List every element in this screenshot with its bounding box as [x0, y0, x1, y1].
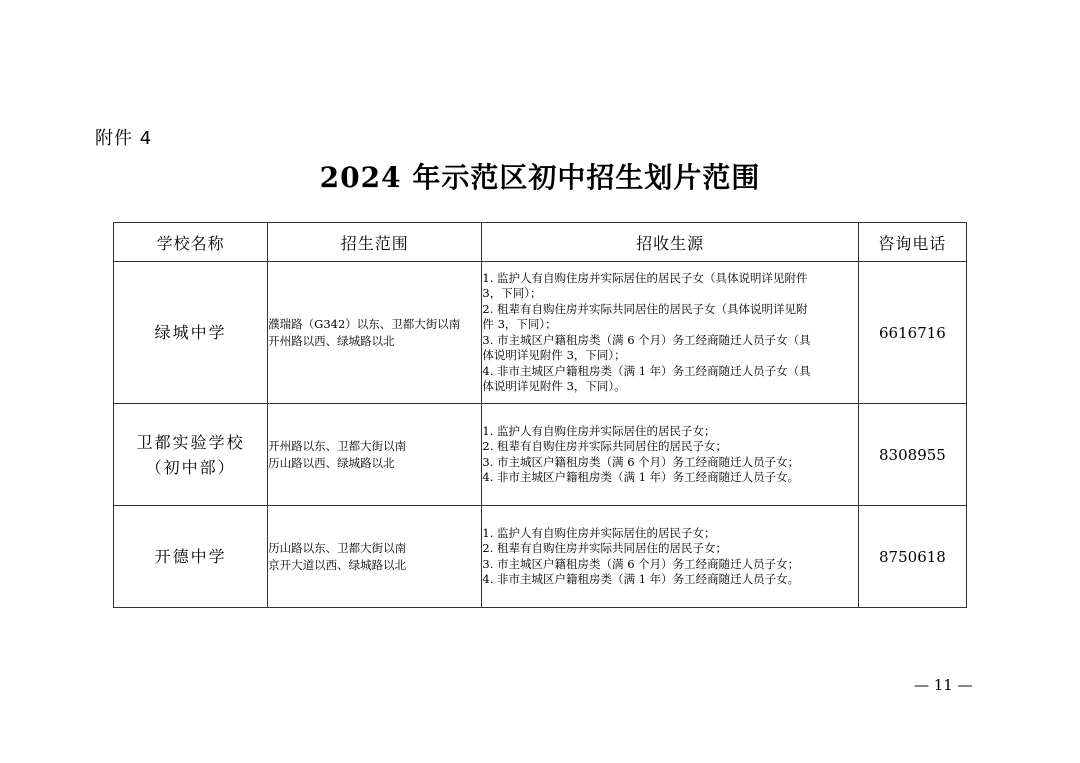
attachment-label: 附件 4	[95, 128, 153, 149]
student-source-cell	[482, 262, 858, 404]
source-line: 体说明详见附件 3，下同）。	[482, 379, 626, 393]
source-line: 3. 市主城区户籍租房类（满 6 个月）务工经商随迁人员子女；	[482, 454, 800, 469]
school-name-line: （初中部）	[145, 457, 236, 477]
source-line: 2. 租辈有自购住房并实际共同居住的居民子女；	[482, 541, 728, 555]
header-student-source: 招收生源	[482, 223, 858, 262]
table-row	[114, 262, 967, 404]
range-line: 京开大道以西、绿城路以北	[268, 557, 407, 572]
range-line: 开州路以西、绿城路以北	[268, 333, 395, 348]
contact-phone-cell: 6616716	[858, 262, 966, 404]
school-name-cell	[114, 506, 268, 608]
source-line: 3，下同）；	[482, 286, 542, 300]
source-line: 3. 市主城区户籍租房类（满 6 个月）务工经商随迁人员子女；	[482, 556, 800, 571]
header-contact-phone: 咨询电话	[858, 223, 966, 262]
range-line: 濮瑞路（G342）以东、卫都大街以南	[268, 316, 461, 331]
school-name-line: 绿城中学	[154, 323, 227, 342]
source-line: 4. 非市主城区户籍租房类（满 1 年）务工经商随迁人员子女（具	[482, 363, 811, 378]
source-line: 4. 非市主城区户籍租房类（满 1 年）务工经商随迁人员子女。	[482, 572, 800, 586]
header-school-name: 学校名称	[114, 223, 268, 262]
source-line: 1. 监护人有自购住房并实际居住的居民子女；	[482, 525, 716, 540]
school-name-line: 卫都实验学校	[136, 432, 245, 452]
source-line: 1. 监护人有自购住房并实际居住的居民子女；	[482, 423, 716, 438]
source-line: 体说明详见附件 3，下同）；	[482, 348, 626, 362]
source-line: 2. 租辈有自购住房并实际共同居住的居民子女（具体说明详见附	[482, 301, 808, 316]
enrollment-range-cell	[268, 404, 482, 506]
contact-phone-cell: 8750618	[858, 506, 966, 608]
page-number: — 11 —	[914, 676, 973, 694]
student-source-cell	[482, 506, 858, 608]
document-title: 2024 年示范区初中招生划片范围	[319, 161, 761, 194]
student-source-cell	[482, 404, 858, 506]
school-name-line: 开德中学	[154, 547, 227, 566]
table-row	[114, 404, 967, 506]
school-name-cell	[114, 404, 268, 506]
range-line: 历山路以西、绿城路以北	[268, 455, 395, 470]
school-name-cell	[114, 262, 268, 404]
range-line: 历山路以东、卫都大街以南	[268, 540, 407, 555]
source-line: 件 3，下同）；	[482, 317, 557, 331]
source-line: 4. 非市主城区户籍租房类（满 1 年）务工经商随迁人员子女。	[482, 470, 800, 484]
source-line: 3. 市主城区户籍租房类（满 6 个月）务工经商随迁人员子女（具	[482, 332, 811, 347]
enrollment-range-cell	[268, 506, 482, 608]
header-enrollment-range: 招生范围	[268, 223, 482, 262]
table-header-row	[114, 223, 967, 262]
range-line: 开州路以东、卫都大街以南	[268, 438, 407, 453]
contact-phone-cell: 8308955	[858, 404, 966, 506]
table-row	[114, 506, 967, 608]
enrollment-range-cell	[268, 262, 482, 404]
source-line: 1. 监护人有自购住房并实际居住的居民子女（具体说明详见附件	[482, 270, 808, 285]
source-line: 2. 租辈有自购住房并实际共同居住的居民子女；	[482, 439, 728, 453]
enrollment-zone-table	[113, 222, 967, 608]
